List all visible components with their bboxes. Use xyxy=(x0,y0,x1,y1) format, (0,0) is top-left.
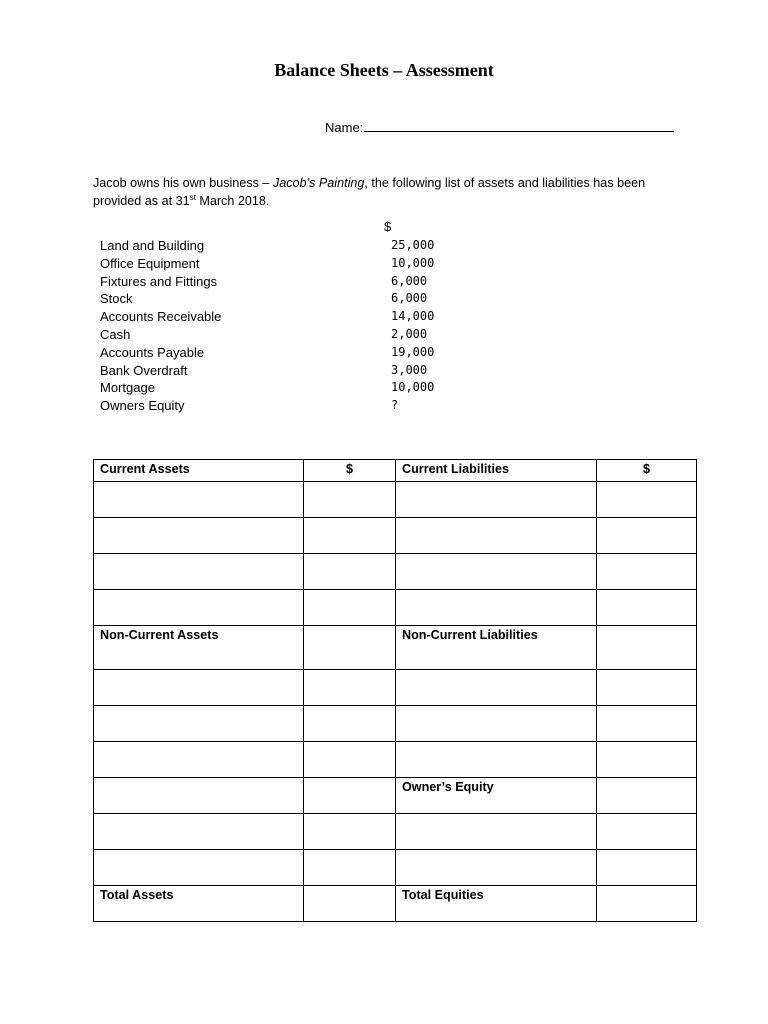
item-label: Land and Building xyxy=(100,238,205,253)
item-value: 6,000 xyxy=(391,291,428,306)
asset-amount-cell[interactable] xyxy=(304,626,396,670)
list-item xyxy=(100,344,460,362)
item-value: 2,000 xyxy=(391,326,428,341)
table-row xyxy=(94,742,697,778)
item-value: 3,000 xyxy=(391,362,428,377)
asset-name-cell[interactable] xyxy=(94,554,304,590)
owners-equity-heading: Owner’s Equity xyxy=(396,778,597,814)
asset-name-cell[interactable] xyxy=(94,590,304,626)
list-item xyxy=(100,362,460,380)
asset-name-cell[interactable] xyxy=(94,778,304,814)
liability-name-cell[interactable] xyxy=(396,706,597,742)
item-value: 25,000 xyxy=(391,238,435,252)
liability-amount-cell[interactable] xyxy=(597,706,697,742)
name-underline[interactable] xyxy=(364,119,674,132)
totals-row xyxy=(94,886,697,922)
item-label: Stock xyxy=(100,291,133,307)
item-value: 10,000 xyxy=(391,380,435,395)
asset-name-cell[interactable] xyxy=(94,850,304,886)
business-name: Jacob’s Painting xyxy=(272,176,365,190)
current-liabilities-heading: Current Liabilities xyxy=(396,460,597,482)
asset-amount-cell[interactable] xyxy=(304,482,396,518)
table-row xyxy=(94,778,697,814)
asset-name-cell[interactable] xyxy=(94,482,304,518)
asset-name-cell[interactable] xyxy=(94,518,304,554)
item-label: Bank Overdraft xyxy=(100,362,188,378)
intro-text-3: March 2018. xyxy=(195,194,270,208)
liability-name-cell[interactable] xyxy=(396,670,597,706)
item-value: ? xyxy=(391,398,399,413)
item-label: Owners Equity xyxy=(100,398,185,414)
table-row xyxy=(94,706,697,742)
asset-amount-cell[interactable] xyxy=(304,814,396,850)
item-label: Accounts Receivable xyxy=(100,309,222,325)
item-label: Mortgage xyxy=(100,380,155,396)
list-item xyxy=(100,308,460,326)
equity-name-cell[interactable] xyxy=(396,814,597,850)
currency-heading: $ xyxy=(384,219,392,234)
asset-amount-cell[interactable] xyxy=(304,706,396,742)
table-row xyxy=(94,850,697,886)
liability-name-cell[interactable] xyxy=(396,590,597,626)
liability-name-cell[interactable] xyxy=(396,554,597,590)
list-item xyxy=(100,326,460,344)
list-item xyxy=(100,290,460,308)
total-equities-label: Total Equities xyxy=(396,886,597,922)
asset-amount-cell[interactable] xyxy=(304,554,396,590)
item-label: Cash xyxy=(100,326,131,342)
equity-amount-cell[interactable] xyxy=(597,814,697,850)
balance-sheet-table xyxy=(93,459,697,922)
intro-text-1: Jacob owns his own business – xyxy=(93,176,273,190)
item-value: 6,000 xyxy=(391,273,428,288)
asset-amount-cell[interactable] xyxy=(304,590,396,626)
intro-text-2: , the following list of assets and liabilities has been provided as at 31 xyxy=(93,176,646,208)
list-item xyxy=(100,237,460,255)
asset-name-cell[interactable] xyxy=(94,706,304,742)
table-row xyxy=(94,814,697,850)
asset-name-cell[interactable] xyxy=(94,670,304,706)
equity-amount-cell[interactable] xyxy=(597,850,697,886)
table-row xyxy=(94,670,697,706)
list-item xyxy=(100,379,460,397)
document-title: Balance Sheets – Assessment xyxy=(274,60,494,80)
asset-amount-cell[interactable] xyxy=(304,850,396,886)
liabilities-dollar-heading: $ xyxy=(597,460,697,482)
item-value: 10,000 xyxy=(391,255,435,270)
liability-name-cell[interactable] xyxy=(396,518,597,554)
items-list xyxy=(100,237,460,415)
item-label: Office Equipment xyxy=(100,255,200,271)
liability-amount-cell[interactable] xyxy=(597,518,697,554)
non-current-liabilities-heading: Non-Current Liabilities xyxy=(396,626,597,670)
name-label: Name: xyxy=(325,120,364,135)
assets-dollar-heading: $ xyxy=(304,460,396,482)
table-header-row xyxy=(94,460,697,482)
asset-name-cell[interactable] xyxy=(94,814,304,850)
intro-paragraph xyxy=(93,174,693,210)
total-equities-amount-cell[interactable] xyxy=(597,886,697,922)
liability-amount-cell[interactable] xyxy=(597,554,697,590)
table-row xyxy=(94,482,697,518)
table-row xyxy=(94,554,697,590)
list-item xyxy=(100,273,460,291)
asset-amount-cell[interactable] xyxy=(304,670,396,706)
liability-amount-cell[interactable] xyxy=(597,670,697,706)
table-row xyxy=(94,590,697,626)
liability-name-cell[interactable] xyxy=(396,742,597,778)
liability-name-cell[interactable] xyxy=(396,482,597,518)
current-assets-heading: Current Assets xyxy=(94,460,304,482)
list-item xyxy=(100,397,460,415)
item-value: 19,000 xyxy=(391,344,435,359)
table-row xyxy=(94,518,697,554)
liability-amount-cell[interactable] xyxy=(597,590,697,626)
liability-amount-cell[interactable] xyxy=(597,482,697,518)
equity-name-cell[interactable] xyxy=(396,850,597,886)
list-item xyxy=(100,255,460,273)
item-label: Fixtures and Fittings xyxy=(100,273,218,289)
asset-amount-cell[interactable] xyxy=(304,778,396,814)
name-field[interactable] xyxy=(325,119,674,135)
non-current-assets-heading: Non-Current Assets xyxy=(94,626,304,670)
asset-amount-cell[interactable] xyxy=(304,518,396,554)
total-assets-amount-cell[interactable] xyxy=(304,886,396,922)
asset-name-cell[interactable] xyxy=(94,742,304,778)
table-row xyxy=(94,626,697,670)
equity-amount-cell[interactable] xyxy=(597,778,697,814)
item-label: Accounts Payable xyxy=(100,344,205,360)
asset-amount-cell[interactable] xyxy=(304,742,396,778)
item-value: 14,000 xyxy=(391,309,435,324)
liability-amount-cell[interactable] xyxy=(597,742,697,778)
liability-amount-cell[interactable] xyxy=(597,626,697,670)
total-assets-label: Total Assets xyxy=(94,886,304,922)
date-suffix: st xyxy=(189,193,196,202)
